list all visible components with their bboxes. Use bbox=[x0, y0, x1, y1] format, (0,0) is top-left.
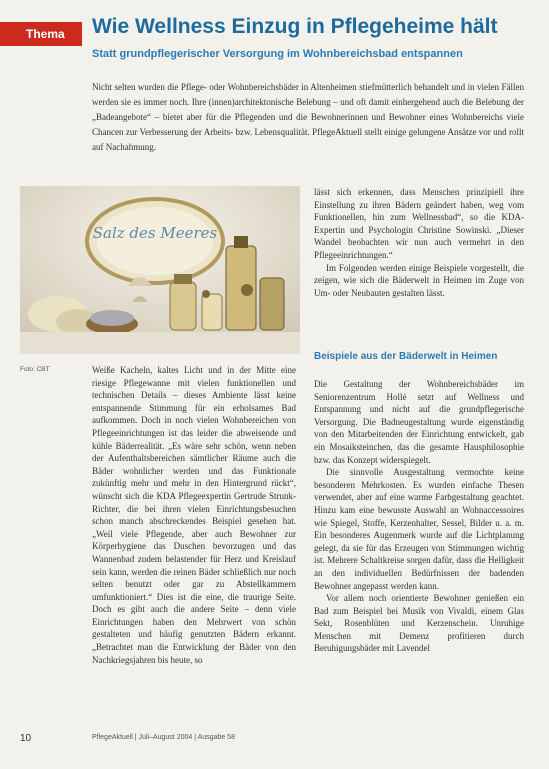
lead-paragraph: Nicht selten wurden die Pflege- oder Wohnbereichsbäder in Altenheimen stiefmütterlich behandelt und in vielen Fällen werden sie es immer noch. Ihre (innen)architektonische Belebung – und oft damit einhergehend auch die Belebung der „Badeangebote“ – bietet aber für die Pflegenden und die Bewohnerinnen und Bewohner eines Wohnbereichs viele Chancen zur Verbesserung der Arbeits- bzw. Lebensqualität. PflegeAktuell stellt einige gelungene Ansätze vor und rollt auf Nachahmung. bbox=[92, 82, 524, 152]
body-paragraph: lässt sich erkennen, dass Menschen prinzipiell ihre Einstellung zu ihren Bädern geändert haben, weg vom Funktionellen, hin zum Wellnessbad“, so die KDA-Expertin und Psychologin Christine Sowinski. „Dieser Wandel beobachten wir nun auch vermehrt in den Pflegeeinrichtungen.“ bbox=[314, 187, 524, 260]
body-paragraph: Vor allem noch orientierte Bewohner genießen ein Bad zum Beispiel bei Musik von Vivaldi, einem Glas Sekt, Rosenblüten und Kerzenschein. Unruhige Menschen mit Demenz profitieren durch Beruhigungsbäder mit Lavendel bbox=[314, 593, 524, 654]
body-paragraph: Die Gestaltung der Wohnbereichsbäder im Seniorenzentrum Hollé setzt auf Wellness und Entspannung und nicht auf die grundpflegerische Versorgung. Die Badneugestaltung wurde eigenständig von den Mitarbeitenden der Einrichtung entwickelt, gab ein Mosaiksteinchen, das die gesamte Hausphilosophie bzw. das Konzept widerspiegelt. bbox=[314, 379, 524, 465]
headline: Wie Wellness Einzug in Pflegeheime hält bbox=[92, 15, 498, 38]
left-column bbox=[92, 364, 296, 666]
page-number: 10 bbox=[20, 733, 32, 744]
photo-illustration bbox=[20, 186, 300, 354]
photo-caption: Foto: CBT bbox=[20, 366, 50, 373]
body-paragraph: Weiße Kacheln, kaltes Licht und in der Mitte eine riesige Pflegewanne mit vielen funktionellen und technischen Details – dieses Ambiente lässt keine entspannende Stimmung für ein erholsames Bad aufkommen. Doch in noch vielen Wohnbereichen von Pflegeeinrichtungen ist das leider die abweisende und kühle Bäderrealität. „Es wäre sehr schön, wenn neben der Aufenthaltsbereichen sämtlicher Räume auch die Bäder wohnlicher werden und das Funktionale zukünftig mehr und mehr in den Hintergrund rückt“, wünscht sich die KDA Pflegeexpertin Gertrude Strunk-Richter, die bei ihren vielen Einrichtungsbesuchen schon manch abschreckendes Beispiel gesehen hat. „Weil viele Pflegende, aber auch Bewohner zur Körperhygiene das Duschen bevorzugen und das Wannenbad zudem belastender für Herz und Kreislauf sein kann, werden die reinen Bäder schließlich nur noch selten benutzt oder gar zu Abstellkammern umfunktioniert.“ Dies ist die eine, die traurige Seite. Doch es gibt auch die andere Seite – denn viele Einrichtungen haben den Mehrwert von schön gestalteten und häufig genutzten Bädern erkannt. „Betrachtet man die Entwicklung der Bäder von den Nachkriegsjahren bis heute, so bbox=[92, 365, 296, 665]
plate-lettering: Salz des Meeres bbox=[92, 224, 218, 242]
footer-text: PflegeAktuell | Juli–August 2004 | Ausgabe 58 bbox=[92, 734, 235, 741]
right-column-top bbox=[314, 186, 524, 299]
subheadline: Statt grundpflegerischer Versorgung im Wohnbereichsbad entspannen bbox=[92, 48, 463, 60]
right-column-bottom bbox=[314, 378, 524, 655]
section-heading: Beispiele aus der Bäderwelt in Heimen bbox=[314, 351, 498, 362]
body-paragraph: Die sinnvolle Ausgestaltung vermochte keine besonderen Mehrkosten. Es wurden einfache Thesen verwendet, aber auf eine warme Farbgestaltung geachtet. Hinzu kam eine bewusste Auswahl an Wohnaccessoires wie Spiegel, Stoffe, Kerzenhalter, Sessel, Bilder u. a. m. Ein besonderes Augenmerk wurde auf die Lichtplanung gelegt, da sie für das Erzeugen von Stimmungen wichtig ist. Mehrere Schaltkreise sorgen dafür, dass die Helligkeit an den individuellen Bedürfnissen der badenden Bewohner angepasst werden kann. bbox=[314, 467, 524, 591]
section-tab: Thema bbox=[0, 22, 82, 46]
body-paragraph: Im Folgenden werden einige Beispiele vorgestellt, die zeigen, wie sich die Bäderwelt in Heimen im Zuge von Um- oder Neubauten gestalten lässt. bbox=[314, 262, 524, 298]
bathroom-photo bbox=[20, 186, 300, 354]
